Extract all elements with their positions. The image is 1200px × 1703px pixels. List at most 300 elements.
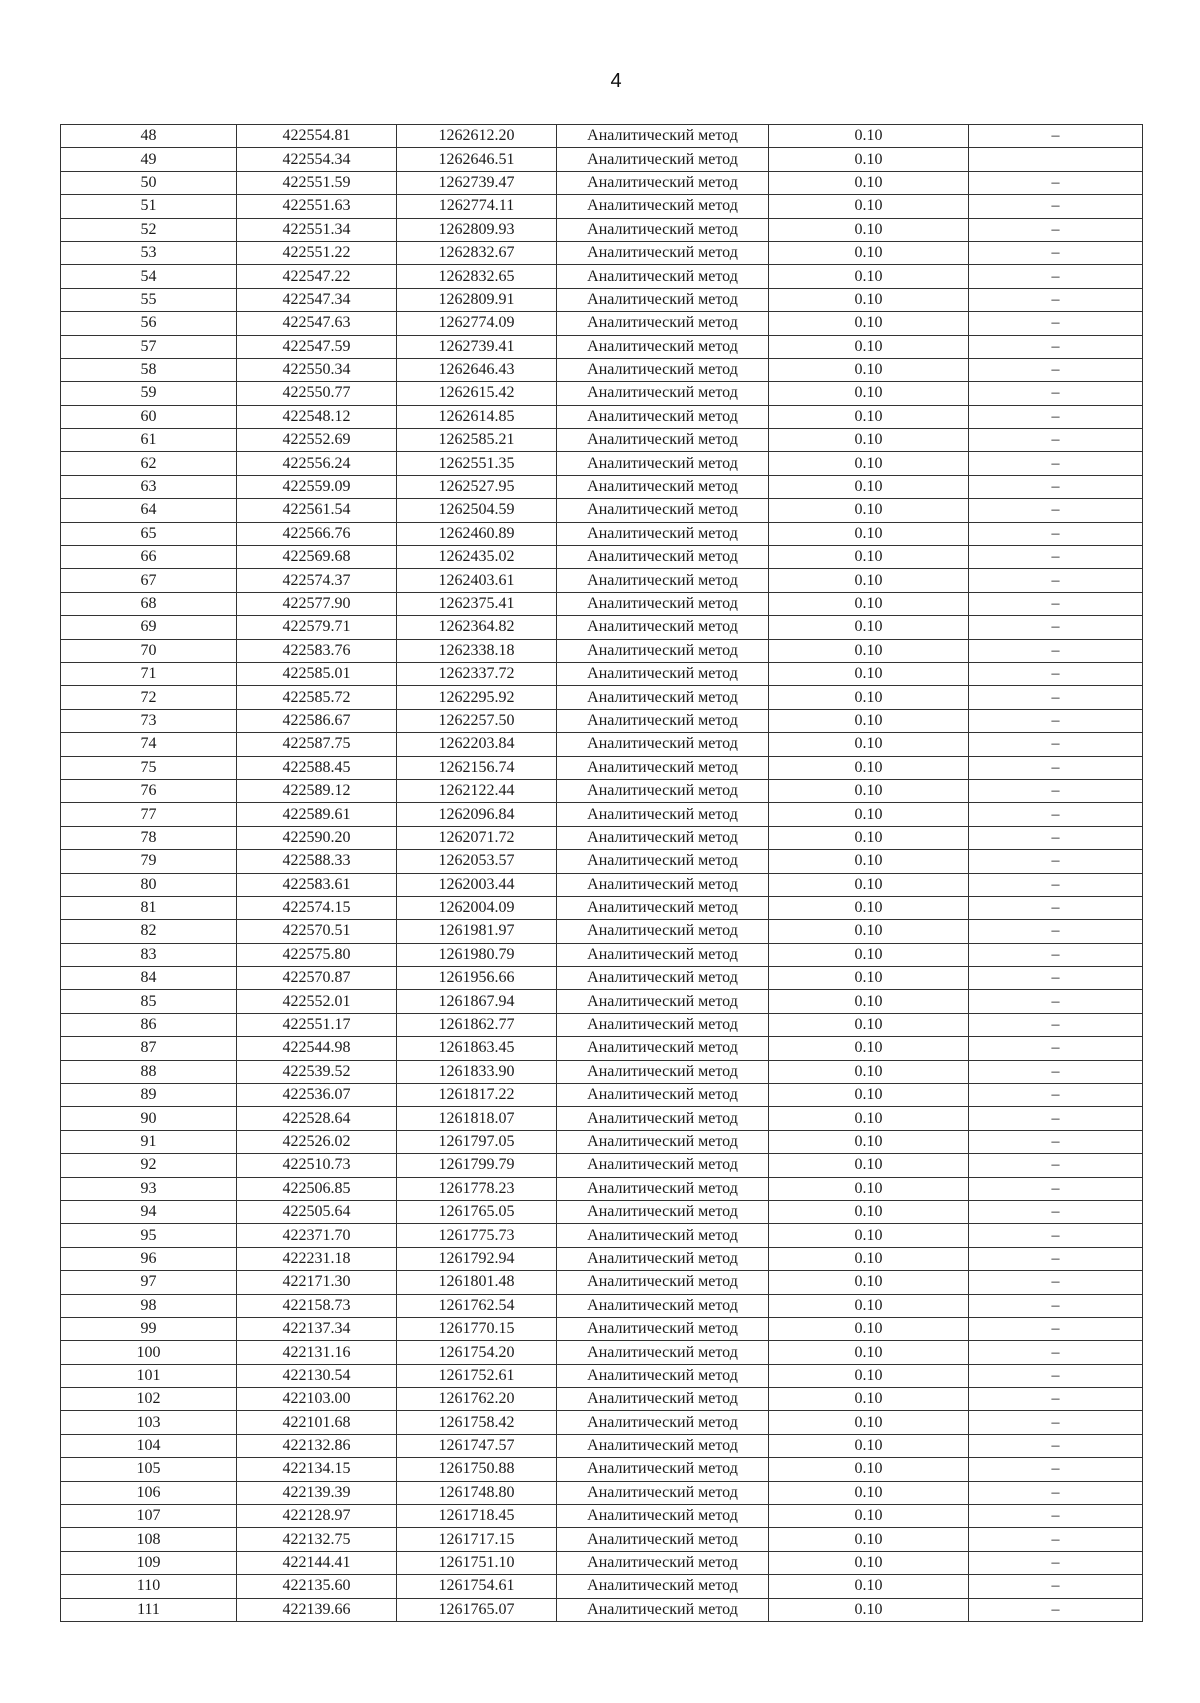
table-row xyxy=(61,1013,1143,1036)
table-row xyxy=(61,1458,1143,1481)
accuracy-cell: 0.10 xyxy=(769,1364,969,1387)
table-row xyxy=(61,288,1143,311)
method-cell: Аналитический метод xyxy=(557,1247,769,1270)
table-row xyxy=(61,405,1143,428)
y-coordinate-cell: 1262403.61 xyxy=(397,569,557,592)
method-cell: Аналитический метод xyxy=(557,779,769,802)
point-number-cell: 66 xyxy=(61,546,237,569)
point-number-cell: 106 xyxy=(61,1481,237,1504)
note-cell: – xyxy=(969,592,1143,615)
note-cell: – xyxy=(969,1481,1143,1504)
x-coordinate-cell: 422585.01 xyxy=(237,662,397,685)
table-row xyxy=(61,1271,1143,1294)
note-cell: – xyxy=(969,265,1143,288)
x-coordinate-cell: 422588.45 xyxy=(237,756,397,779)
method-cell: Аналитический метод xyxy=(557,522,769,545)
point-number-cell: 86 xyxy=(61,1013,237,1036)
note-cell: – xyxy=(969,943,1143,966)
point-number-cell: 51 xyxy=(61,195,237,218)
y-coordinate-cell: 1262338.18 xyxy=(397,639,557,662)
table-row xyxy=(61,756,1143,779)
method-cell: Аналитический метод xyxy=(557,803,769,826)
table-row xyxy=(61,662,1143,685)
y-coordinate-cell: 1262739.47 xyxy=(397,171,557,194)
x-coordinate-cell: 422550.77 xyxy=(237,382,397,405)
method-cell: Аналитический метод xyxy=(557,1528,769,1551)
y-coordinate-cell: 1262156.74 xyxy=(397,756,557,779)
method-cell: Аналитический метод xyxy=(557,1224,769,1247)
note-cell: – xyxy=(969,967,1143,990)
point-number-cell: 76 xyxy=(61,779,237,802)
note-cell: – xyxy=(969,475,1143,498)
point-number-cell: 73 xyxy=(61,709,237,732)
y-coordinate-cell: 1261718.45 xyxy=(397,1505,557,1528)
accuracy-cell: 0.10 xyxy=(769,592,969,615)
x-coordinate-cell: 422575.80 xyxy=(237,943,397,966)
table-row xyxy=(61,1364,1143,1387)
point-number-cell: 109 xyxy=(61,1551,237,1574)
note-cell: – xyxy=(969,1107,1143,1130)
point-number-cell: 52 xyxy=(61,218,237,241)
y-coordinate-cell: 1262203.84 xyxy=(397,733,557,756)
table-row xyxy=(61,967,1143,990)
table-row xyxy=(61,850,1143,873)
point-number-cell: 100 xyxy=(61,1341,237,1364)
method-cell: Аналитический метод xyxy=(557,967,769,990)
method-cell: Аналитический метод xyxy=(557,452,769,475)
note-cell: – xyxy=(969,1575,1143,1598)
method-cell: Аналитический метод xyxy=(557,405,769,428)
point-number-cell: 102 xyxy=(61,1388,237,1411)
accuracy-cell: 0.10 xyxy=(769,288,969,311)
method-cell: Аналитический метод xyxy=(557,1294,769,1317)
accuracy-cell: 0.10 xyxy=(769,1130,969,1153)
point-number-cell: 68 xyxy=(61,592,237,615)
accuracy-cell: 0.10 xyxy=(769,896,969,919)
point-number-cell: 92 xyxy=(61,1154,237,1177)
table-row xyxy=(61,1200,1143,1223)
accuracy-cell: 0.10 xyxy=(769,358,969,381)
x-coordinate-cell: 422131.16 xyxy=(237,1341,397,1364)
y-coordinate-cell: 1262551.35 xyxy=(397,452,557,475)
y-coordinate-cell: 1262096.84 xyxy=(397,803,557,826)
note-cell: – xyxy=(969,1505,1143,1528)
x-coordinate-cell: 422551.63 xyxy=(237,195,397,218)
method-cell: Аналитический метод xyxy=(557,569,769,592)
x-coordinate-cell: 422132.86 xyxy=(237,1434,397,1457)
y-coordinate-cell: 1262122.44 xyxy=(397,779,557,802)
note-cell: – xyxy=(969,335,1143,358)
table-row xyxy=(61,709,1143,732)
accuracy-cell: 0.10 xyxy=(769,873,969,896)
x-coordinate-cell: 422528.64 xyxy=(237,1107,397,1130)
method-cell: Аналитический метод xyxy=(557,546,769,569)
y-coordinate-cell: 1262585.21 xyxy=(397,429,557,452)
note-cell: – xyxy=(969,1528,1143,1551)
method-cell: Аналитический метод xyxy=(557,1434,769,1457)
method-cell: Аналитический метод xyxy=(557,125,769,148)
x-coordinate-cell: 422231.18 xyxy=(237,1247,397,1270)
accuracy-cell: 0.10 xyxy=(769,1294,969,1317)
y-coordinate-cell: 1261867.94 xyxy=(397,990,557,1013)
table-row xyxy=(61,499,1143,522)
note-cell: – xyxy=(969,826,1143,849)
method-cell: Аналитический метод xyxy=(557,756,769,779)
accuracy-cell: 0.10 xyxy=(769,1037,969,1060)
accuracy-cell: 0.10 xyxy=(769,1551,969,1574)
table-row xyxy=(61,1505,1143,1528)
note-cell: – xyxy=(969,1084,1143,1107)
method-cell: Аналитический метод xyxy=(557,1411,769,1434)
table-row xyxy=(61,358,1143,381)
note-cell: – xyxy=(969,756,1143,779)
note-cell: – xyxy=(969,1224,1143,1247)
point-number-cell: 61 xyxy=(61,429,237,452)
note-cell: – xyxy=(969,429,1143,452)
method-cell: Аналитический метод xyxy=(557,1060,769,1083)
table-row xyxy=(61,1528,1143,1551)
y-coordinate-cell: 1261750.88 xyxy=(397,1458,557,1481)
accuracy-cell: 0.10 xyxy=(769,195,969,218)
note-cell: – xyxy=(969,990,1143,1013)
y-coordinate-cell: 1261818.07 xyxy=(397,1107,557,1130)
y-coordinate-cell: 1262832.65 xyxy=(397,265,557,288)
table-row xyxy=(61,1434,1143,1457)
table-row xyxy=(61,1247,1143,1270)
x-coordinate-cell: 422551.34 xyxy=(237,218,397,241)
method-cell: Аналитический метод xyxy=(557,1575,769,1598)
table-row xyxy=(61,1317,1143,1340)
y-coordinate-cell: 1261797.05 xyxy=(397,1130,557,1153)
accuracy-cell: 0.10 xyxy=(769,1458,969,1481)
y-coordinate-cell: 1261762.20 xyxy=(397,1388,557,1411)
x-coordinate-cell: 422589.61 xyxy=(237,803,397,826)
y-coordinate-cell: 1262615.42 xyxy=(397,382,557,405)
x-coordinate-cell: 422139.66 xyxy=(237,1598,397,1621)
table-row xyxy=(61,1084,1143,1107)
x-coordinate-cell: 422548.12 xyxy=(237,405,397,428)
method-cell: Аналитический метод xyxy=(557,148,769,171)
accuracy-cell: 0.10 xyxy=(769,943,969,966)
note-cell: – xyxy=(969,1294,1143,1317)
point-number-cell: 71 xyxy=(61,662,237,685)
note-cell: – xyxy=(969,616,1143,639)
y-coordinate-cell: 1262646.51 xyxy=(397,148,557,171)
method-cell: Аналитический метод xyxy=(557,171,769,194)
x-coordinate-cell: 422371.70 xyxy=(237,1224,397,1247)
x-coordinate-cell: 422544.98 xyxy=(237,1037,397,1060)
y-coordinate-cell: 1261747.57 xyxy=(397,1434,557,1457)
x-coordinate-cell: 422505.64 xyxy=(237,1200,397,1223)
table-row xyxy=(61,1224,1143,1247)
note-cell: – xyxy=(969,1200,1143,1223)
accuracy-cell: 0.10 xyxy=(769,1200,969,1223)
table-row xyxy=(61,1294,1143,1317)
table-row xyxy=(61,1481,1143,1504)
accuracy-cell: 0.10 xyxy=(769,1247,969,1270)
y-coordinate-cell: 1262071.72 xyxy=(397,826,557,849)
y-coordinate-cell: 1261799.79 xyxy=(397,1154,557,1177)
point-number-cell: 87 xyxy=(61,1037,237,1060)
point-number-cell: 72 xyxy=(61,686,237,709)
method-cell: Аналитический метод xyxy=(557,1364,769,1387)
method-cell: Аналитический метод xyxy=(557,873,769,896)
method-cell: Аналитический метод xyxy=(557,1598,769,1621)
table-row xyxy=(61,826,1143,849)
method-cell: Аналитический метод xyxy=(557,826,769,849)
accuracy-cell: 0.10 xyxy=(769,1411,969,1434)
accuracy-cell: 0.10 xyxy=(769,429,969,452)
y-coordinate-cell: 1261762.54 xyxy=(397,1294,557,1317)
y-coordinate-cell: 1262614.85 xyxy=(397,405,557,428)
method-cell: Аналитический метод xyxy=(557,1013,769,1036)
method-cell: Аналитический метод xyxy=(557,335,769,358)
x-coordinate-cell: 422556.24 xyxy=(237,452,397,475)
note-cell: – xyxy=(969,288,1143,311)
note-cell: – xyxy=(969,1154,1143,1177)
note-cell: – xyxy=(969,1177,1143,1200)
table-row xyxy=(61,803,1143,826)
x-coordinate-cell: 422574.37 xyxy=(237,569,397,592)
x-coordinate-cell: 422559.09 xyxy=(237,475,397,498)
y-coordinate-cell: 1261778.23 xyxy=(397,1177,557,1200)
point-number-cell: 77 xyxy=(61,803,237,826)
method-cell: Аналитический метод xyxy=(557,265,769,288)
y-coordinate-cell: 1262435.02 xyxy=(397,546,557,569)
method-cell: Аналитический метод xyxy=(557,1107,769,1130)
x-coordinate-cell: 422547.59 xyxy=(237,335,397,358)
method-cell: Аналитический метод xyxy=(557,616,769,639)
table-row xyxy=(61,686,1143,709)
note-cell: – xyxy=(969,920,1143,943)
note-cell: – xyxy=(969,125,1143,148)
method-cell: Аналитический метод xyxy=(557,429,769,452)
x-coordinate-cell: 422583.76 xyxy=(237,639,397,662)
y-coordinate-cell: 1261770.15 xyxy=(397,1317,557,1340)
y-coordinate-cell: 1261754.61 xyxy=(397,1575,557,1598)
note-cell: – xyxy=(969,1411,1143,1434)
point-number-cell: 75 xyxy=(61,756,237,779)
y-coordinate-cell: 1262295.92 xyxy=(397,686,557,709)
coordinates-table-body xyxy=(61,125,1143,1622)
point-number-cell: 50 xyxy=(61,171,237,194)
method-cell: Аналитический метод xyxy=(557,943,769,966)
table-row xyxy=(61,1037,1143,1060)
x-coordinate-cell: 422139.39 xyxy=(237,1481,397,1504)
accuracy-cell: 0.10 xyxy=(769,779,969,802)
table-row xyxy=(61,475,1143,498)
y-coordinate-cell: 1261775.73 xyxy=(397,1224,557,1247)
point-number-cell: 89 xyxy=(61,1084,237,1107)
point-number-cell: 74 xyxy=(61,733,237,756)
accuracy-cell: 0.10 xyxy=(769,1154,969,1177)
accuracy-cell: 0.10 xyxy=(769,1434,969,1457)
accuracy-cell: 0.10 xyxy=(769,1528,969,1551)
note-cell xyxy=(969,148,1143,171)
table-row xyxy=(61,569,1143,592)
x-coordinate-cell: 422128.97 xyxy=(237,1505,397,1528)
y-coordinate-cell: 1261752.61 xyxy=(397,1364,557,1387)
accuracy-cell: 0.10 xyxy=(769,499,969,522)
x-coordinate-cell: 422550.34 xyxy=(237,358,397,381)
note-cell: – xyxy=(969,686,1143,709)
note-cell: – xyxy=(969,1551,1143,1574)
page-number: 4 xyxy=(610,70,622,92)
method-cell: Аналитический метод xyxy=(557,218,769,241)
note-cell: – xyxy=(969,1434,1143,1457)
table-row xyxy=(61,779,1143,802)
y-coordinate-cell: 1262774.11 xyxy=(397,195,557,218)
method-cell: Аналитический метод xyxy=(557,1341,769,1364)
point-number-cell: 64 xyxy=(61,499,237,522)
method-cell: Аналитический метод xyxy=(557,1481,769,1504)
point-number-cell: 98 xyxy=(61,1294,237,1317)
point-number-cell: 91 xyxy=(61,1130,237,1153)
note-cell: – xyxy=(969,1458,1143,1481)
point-number-cell: 62 xyxy=(61,452,237,475)
table-row xyxy=(61,546,1143,569)
method-cell: Аналитический метод xyxy=(557,475,769,498)
point-number-cell: 80 xyxy=(61,873,237,896)
point-number-cell: 101 xyxy=(61,1364,237,1387)
note-cell: – xyxy=(969,1037,1143,1060)
accuracy-cell: 0.10 xyxy=(769,1598,969,1621)
accuracy-cell: 0.10 xyxy=(769,1060,969,1083)
note-cell: – xyxy=(969,896,1143,919)
point-number-cell: 93 xyxy=(61,1177,237,1200)
table-row xyxy=(61,522,1143,545)
accuracy-cell: 0.10 xyxy=(769,452,969,475)
table-row xyxy=(61,639,1143,662)
table-row xyxy=(61,1411,1143,1434)
y-coordinate-cell: 1262809.93 xyxy=(397,218,557,241)
accuracy-cell: 0.10 xyxy=(769,1177,969,1200)
x-coordinate-cell: 422554.34 xyxy=(237,148,397,171)
point-number-cell: 82 xyxy=(61,920,237,943)
method-cell: Аналитический метод xyxy=(557,1271,769,1294)
accuracy-cell: 0.10 xyxy=(769,1505,969,1528)
y-coordinate-cell: 1261980.79 xyxy=(397,943,557,966)
accuracy-cell: 0.10 xyxy=(769,686,969,709)
x-coordinate-cell: 422551.17 xyxy=(237,1013,397,1036)
y-coordinate-cell: 1261765.05 xyxy=(397,1200,557,1223)
y-coordinate-cell: 1261758.42 xyxy=(397,1411,557,1434)
x-coordinate-cell: 422588.33 xyxy=(237,850,397,873)
accuracy-cell: 0.10 xyxy=(769,709,969,732)
table-row xyxy=(61,1341,1143,1364)
accuracy-cell: 0.10 xyxy=(769,639,969,662)
method-cell: Аналитический метод xyxy=(557,1130,769,1153)
point-number-cell: 65 xyxy=(61,522,237,545)
point-number-cell: 84 xyxy=(61,967,237,990)
note-cell: – xyxy=(969,499,1143,522)
note-cell: – xyxy=(969,241,1143,264)
note-cell: – xyxy=(969,1271,1143,1294)
y-coordinate-cell: 1262612.20 xyxy=(397,125,557,148)
x-coordinate-cell: 422158.73 xyxy=(237,1294,397,1317)
x-coordinate-cell: 422103.00 xyxy=(237,1388,397,1411)
y-coordinate-cell: 1261792.94 xyxy=(397,1247,557,1270)
accuracy-cell: 0.10 xyxy=(769,382,969,405)
x-coordinate-cell: 422551.22 xyxy=(237,241,397,264)
point-number-cell: 70 xyxy=(61,639,237,662)
y-coordinate-cell: 1262809.91 xyxy=(397,288,557,311)
point-number-cell: 54 xyxy=(61,265,237,288)
table-row xyxy=(61,125,1143,148)
x-coordinate-cell: 422101.68 xyxy=(237,1411,397,1434)
method-cell: Аналитический метод xyxy=(557,1317,769,1340)
x-coordinate-cell: 422570.51 xyxy=(237,920,397,943)
note-cell: – xyxy=(969,850,1143,873)
y-coordinate-cell: 1262646.43 xyxy=(397,358,557,381)
point-number-cell: 104 xyxy=(61,1434,237,1457)
note-cell: – xyxy=(969,662,1143,685)
note-cell: – xyxy=(969,803,1143,826)
note-cell: – xyxy=(969,171,1143,194)
point-number-cell: 49 xyxy=(61,148,237,171)
y-coordinate-cell: 1262257.50 xyxy=(397,709,557,732)
y-coordinate-cell: 1261862.77 xyxy=(397,1013,557,1036)
table-row xyxy=(61,429,1143,452)
point-number-cell: 97 xyxy=(61,1271,237,1294)
point-number-cell: 48 xyxy=(61,125,237,148)
accuracy-cell: 0.10 xyxy=(769,662,969,685)
y-coordinate-cell: 1262053.57 xyxy=(397,850,557,873)
x-coordinate-cell: 422590.20 xyxy=(237,826,397,849)
accuracy-cell: 0.10 xyxy=(769,1575,969,1598)
accuracy-cell: 0.10 xyxy=(769,125,969,148)
accuracy-cell: 0.10 xyxy=(769,1224,969,1247)
accuracy-cell: 0.10 xyxy=(769,148,969,171)
method-cell: Аналитический метод xyxy=(557,241,769,264)
table-row xyxy=(61,896,1143,919)
table-row xyxy=(61,1575,1143,1598)
point-number-cell: 83 xyxy=(61,943,237,966)
accuracy-cell: 0.10 xyxy=(769,312,969,335)
point-number-cell: 96 xyxy=(61,1247,237,1270)
note-cell: – xyxy=(969,1013,1143,1036)
table-row xyxy=(61,241,1143,264)
x-coordinate-cell: 422130.54 xyxy=(237,1364,397,1387)
accuracy-cell: 0.10 xyxy=(769,803,969,826)
note-cell: – xyxy=(969,1247,1143,1270)
x-coordinate-cell: 422586.67 xyxy=(237,709,397,732)
note-cell: – xyxy=(969,522,1143,545)
y-coordinate-cell: 1262337.72 xyxy=(397,662,557,685)
y-coordinate-cell: 1261981.97 xyxy=(397,920,557,943)
accuracy-cell: 0.10 xyxy=(769,405,969,428)
y-coordinate-cell: 1262004.09 xyxy=(397,896,557,919)
x-coordinate-cell: 422536.07 xyxy=(237,1084,397,1107)
method-cell: Аналитический метод xyxy=(557,850,769,873)
table-row xyxy=(61,616,1143,639)
x-coordinate-cell: 422510.73 xyxy=(237,1154,397,1177)
point-number-cell: 88 xyxy=(61,1060,237,1083)
note-cell: – xyxy=(969,358,1143,381)
method-cell: Аналитический метод xyxy=(557,1551,769,1574)
point-number-cell: 79 xyxy=(61,850,237,873)
accuracy-cell: 0.10 xyxy=(769,1107,969,1130)
table-row xyxy=(61,1551,1143,1574)
note-cell: – xyxy=(969,1341,1143,1364)
point-number-cell: 110 xyxy=(61,1575,237,1598)
x-coordinate-cell: 422547.22 xyxy=(237,265,397,288)
y-coordinate-cell: 1262375.41 xyxy=(397,592,557,615)
table-row xyxy=(61,990,1143,1013)
accuracy-cell: 0.10 xyxy=(769,1481,969,1504)
x-coordinate-cell: 422552.69 xyxy=(237,429,397,452)
point-number-cell: 108 xyxy=(61,1528,237,1551)
